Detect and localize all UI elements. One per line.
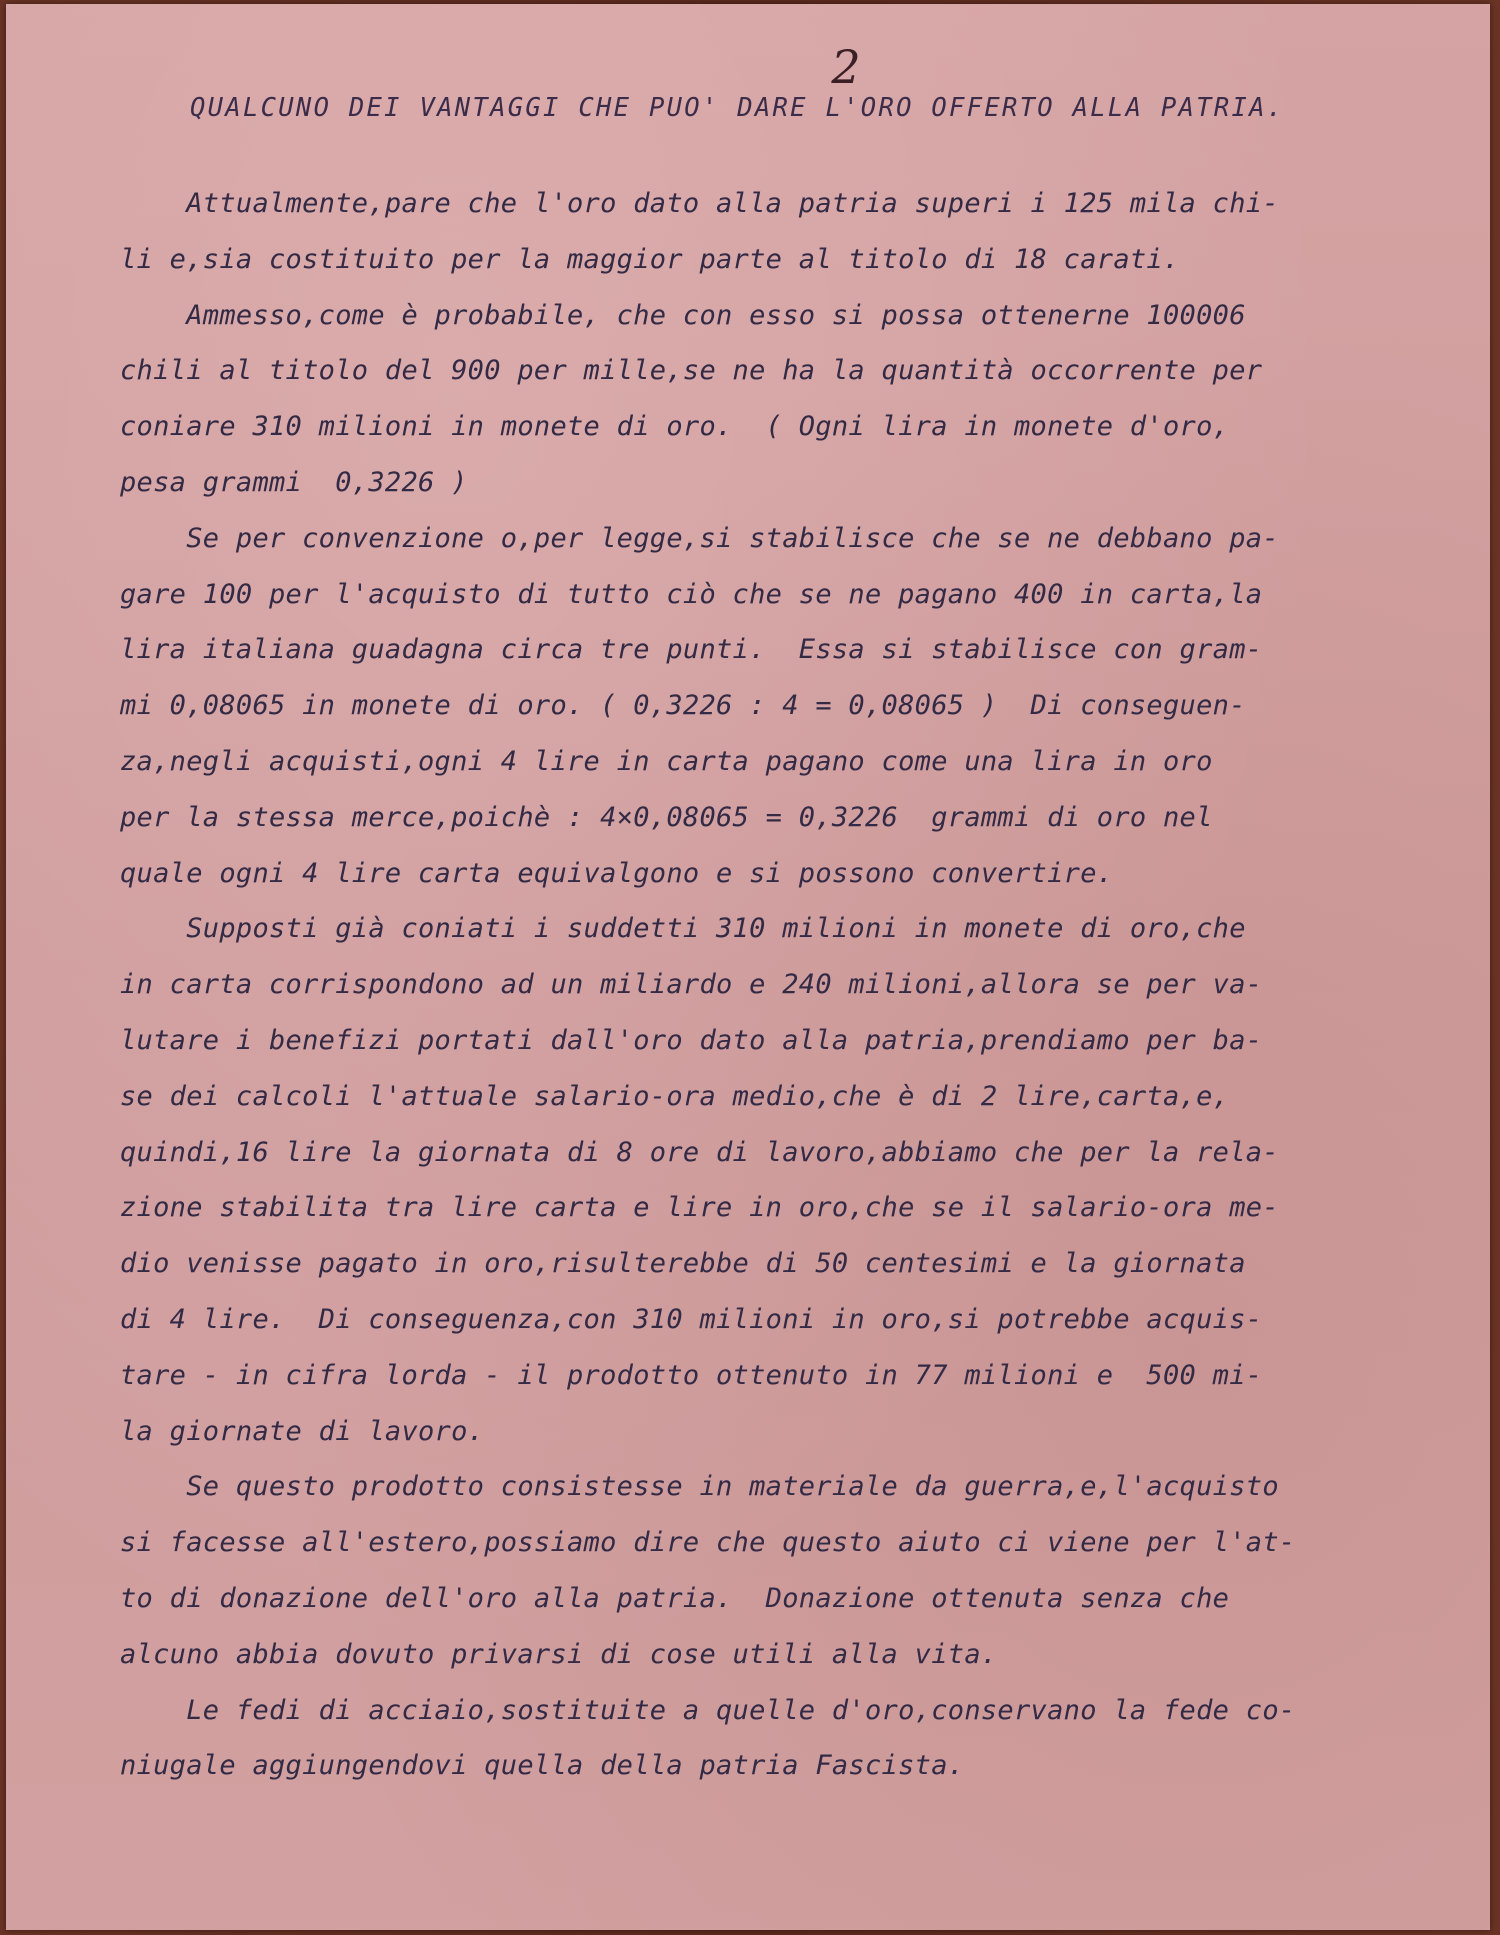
text-line: chili al titolo del 900 per mille,se ne ha la quantità occorrente per [120,355,1263,387]
text-line: di 4 lire. Di conseguenza,con 310 milioni in oro,si potrebbe acquis- [120,1303,1263,1335]
text-line: si facesse all'estero,possiamo dire che questo aiuto ci viene per l'at- [120,1527,1296,1559]
text-line: Ammesso,come è probabile, che con esso si possa ottenerne 100006 [120,299,1246,331]
text-line: quale ogni 4 lire carta equivalgono e si possono convertire. [120,857,1114,889]
text-line: quindi,16 lire la giornata di 8 ore di lavoro,abbiamo che per la rela- [120,1136,1279,1168]
text-line: tare - in cifra lorda - il prodotto ottenuto in 77 milioni e 500 mi- [120,1359,1263,1391]
text-line: alcuno abbia dovuto privarsi di cose utili alla vita. [120,1638,998,1670]
text-line: lutare i benefizi portati dall'oro dato alla patria,prendiamo per ba- [120,1024,1263,1056]
text-line: li e,sia costituito per la maggior parte al titolo di 18 carati. [120,243,1180,275]
text-line: la giornate di lavoro. [120,1415,485,1447]
text-line: se dei calcoli l'attuale salario-ora medio,che è di 2 lire,carta,e, [120,1080,1230,1112]
text-line: gare 100 per l'acquisto di tutto ciò che se ne pagano 400 in carta,la [120,578,1263,610]
text-line: lira italiana guadagna circa tre punti. Essa si stabilisce con gram- [120,634,1263,666]
document-body [120,176,1410,1794]
page-number: 2 [831,40,861,94]
text-line: to di donazione dell'oro alla patria. Donazione ottenuta senza che [120,1582,1230,1614]
text-line: Le fedi di acciaio,sostituite a quelle d'oro,conservano la fede co- [120,1694,1296,1726]
text-line: per la stessa merce,poichè : 4×0,08065 = 0,3226 grammi di oro nel [120,801,1213,833]
text-line: in carta corrispondono ad un miliardo e 240 milioni,allora se per va- [120,969,1263,1001]
text-line: mi 0,08065 in monete di oro. ( 0,3226 : 4 = 0,08065 ) Di conseguen- [120,690,1246,722]
text-line: Se per convenzione o,per legge,si stabilisce che se ne debbano pa- [120,522,1279,554]
text-line: Se questo prodotto consistesse in materiale da guerra,e,l'acquisto [120,1471,1279,1503]
document-title: QUALCUNO DEI VANTAGGI CHE PUO' DARE L'ORO OFFERTO ALLA PATRIA. [190,93,1285,123]
text-line: Supposti già coniati i suddetti 310 milioni in monete di oro,che [120,913,1246,945]
text-line: Attualmente,pare che l'oro dato alla patria superi i 125 mila chi- [120,188,1279,219]
text-line: zione stabilita tra lire carta e lire in oro,che se il salario-ora me- [120,1192,1279,1224]
text-line: pesa grammi 0,3226 ) [120,466,468,498]
text-line: dio venisse pagato in oro,risulterebbe di 50 centesimi e la giornata [120,1248,1246,1280]
text-line: niugale aggiungendovi quella della patria Fascista. [120,1750,965,1782]
text-line: za,negli acquisti,ogni 4 lire in carta pagano come una lira in oro [120,745,1213,777]
text-line: coniare 310 milioni in monete di oro. ( Ogni lira in monete d'oro, [120,411,1230,443]
